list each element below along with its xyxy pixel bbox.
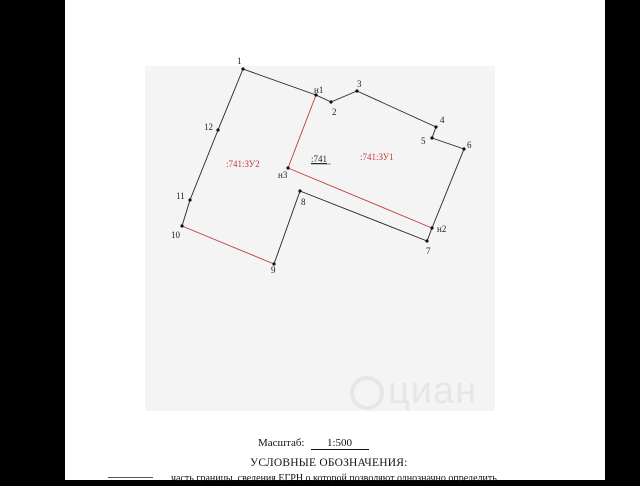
vertex-marker [329,100,332,103]
vertex-marker [434,125,437,128]
point-label-5: 5 [421,136,426,146]
legend-line-sample [108,477,153,478]
new-boundary [182,95,432,264]
boundary-segment [316,95,331,102]
point-label-4: 4 [440,115,445,125]
watermark [350,370,477,413]
boundary-segment [274,191,300,264]
point-label-7: 7 [426,246,431,256]
point-label-n3: н3 [278,170,288,180]
vertex-marker [462,147,465,150]
vertex-marker [180,224,183,227]
point-label-6: 6 [467,140,472,150]
boundary-segment [432,127,436,138]
watermark-text: циан [388,370,478,412]
scale-row [258,437,369,450]
vertex-marker [188,198,191,201]
scale-label: Масштаб: [258,437,305,449]
point-label-12: 12 [204,122,213,132]
point-label-2: 2 [332,107,337,117]
boundary-segment [427,228,432,241]
point-label-8: 8 [301,197,306,207]
new-boundary-segment [182,226,274,264]
boundary-segment [218,69,243,130]
point-label-11: 11 [176,191,185,201]
vertex-marker [241,67,244,70]
point-label-1: 1 [237,56,242,66]
zone-label-zu2: :741:ЗУ2 [226,159,260,169]
boundary-segment [432,138,464,149]
vertex-markers [180,67,465,265]
existing-boundary [182,69,464,264]
legend-title: УСЛОВНЫЕ ОБОЗНАЧЕНИЯ: [250,457,408,469]
boundary-segment [357,91,436,127]
boundary-segment [331,91,357,102]
point-label-9: 9 [271,265,276,275]
boundary-segment [243,69,316,95]
point-label-n2: н2 [437,224,447,234]
boundary-segment [432,149,464,228]
parcel-label: :741 [311,154,328,164]
legend-item [108,474,578,486]
vertex-marker [298,189,301,192]
point-label-3: 3 [357,79,362,89]
point-label-10: 10 [171,230,180,240]
vertex-marker [216,128,219,131]
legend-item-text: часть границы, сведения ЕГРН о которой позволяют однозначно определить [171,473,497,484]
boundary-segment [300,191,427,241]
watermark-logo-icon [350,376,384,410]
vertex-marker [425,239,428,242]
new-boundary-segment [288,168,432,228]
boundary-segment [190,130,218,200]
boundary-segment [182,200,190,226]
scale-value: 1:500 [311,437,369,450]
vertex-marker [430,136,433,139]
vertex-marker [430,226,433,229]
vertex-marker [355,89,358,92]
zone-label-zu1: :741:ЗУ1 [360,152,394,162]
point-label-n1: н1 [314,85,324,95]
